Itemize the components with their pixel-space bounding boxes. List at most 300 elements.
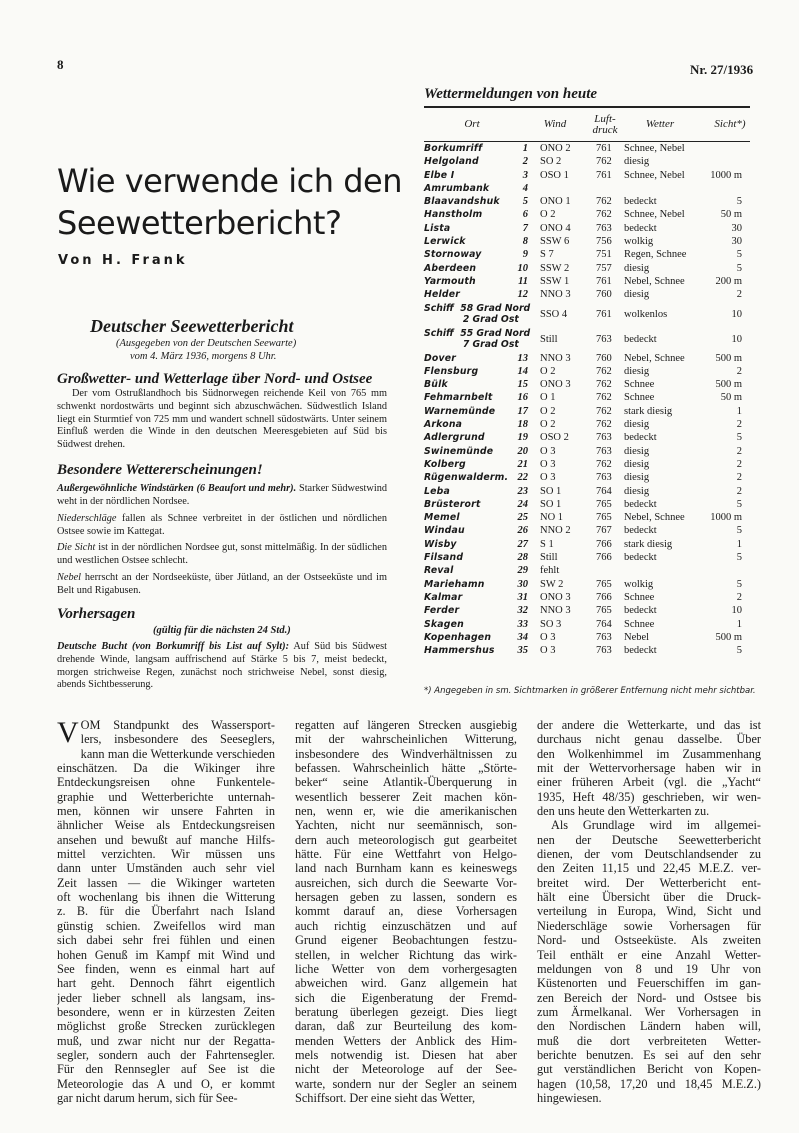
table-row	[424, 288, 754, 301]
seewetterbericht-subtitle: (Ausgegeben von der Deutschen Seewarte)	[116, 338, 297, 349]
weather-value: Nebel, Schnee	[624, 352, 685, 364]
weather-value: Schnee, Nebel	[624, 169, 685, 181]
text-line: Nord- und Ostseeküste. Als zweiten	[537, 933, 761, 948]
pressure-value: 762	[596, 419, 612, 431]
text-line: ausreichen, sich durch die Seewarte Vor-	[295, 875, 517, 890]
text-line: der andere die Wetterkarte, und das ist	[537, 718, 761, 732]
text-line: den Nordischen Ländern haben will,	[537, 1019, 761, 1034]
table-row	[424, 142, 754, 155]
text-line: sich die Eigenberatung der Fremd-	[295, 990, 517, 1005]
wind-value: OSO 2	[540, 432, 569, 444]
heading-grosswetter: Großwetter- und Wetterlage über Nord- und Ostsee	[57, 371, 373, 387]
text-line: hält eine Übersicht über die Druck-	[537, 890, 761, 905]
text-line: Schiffsort. Der eine sieht das Wetter,	[295, 1090, 476, 1105]
station-number: 1	[522, 143, 528, 154]
wind-value: ONO 1	[540, 196, 571, 208]
table-row	[424, 182, 754, 195]
grosswetter-text: Der vom Ostrußlandhoch bis Südnorwegen reichende Keil von 765 mm schwenkt nordostwärts und beginnt sich abzuschwächen. Südwestlich Island liegt ein Sturmtief von 725 mm und wandert schnell südostwärts. Unter seinem Einfluß werden die Winde in den deutschen Meeresgebieten auf Süd bis Südwest drehen.	[57, 388, 387, 451]
seewetterbericht-title: Deutscher Seewetterbericht	[90, 316, 294, 336]
text-line: hohen Genuß im Kampf mit Wind und	[57, 947, 275, 962]
text-line: einschätzen. Da die Wikinger ihre	[57, 761, 275, 776]
visibility-value: 1000 m	[710, 512, 742, 524]
bucht-text: Auf Süd bis Südwest drehende Winde, langsam auffrischend auf Stärke 5 bis 7, meist bedeckt, morgen strichweise Regen, zunächst noch strichweise Nebel, sonst diesig, abends Sichtbesserung.	[57, 641, 387, 691]
text-line: Zeit lassen — die Wikinger warteten	[57, 875, 275, 890]
wind-value: O 3	[540, 472, 556, 484]
table-row	[424, 578, 754, 591]
text-line: Meteorologie das A und O, er kommt	[57, 1076, 275, 1091]
station-number: 21	[517, 458, 528, 470]
visibility-value: 1	[736, 538, 742, 550]
pressure-value: 766	[596, 591, 612, 603]
text-line: hingewiesen.	[537, 1090, 602, 1105]
pressure-value: 764	[596, 485, 612, 497]
nebel-paragraph	[57, 572, 387, 598]
visibility-value: 1	[736, 405, 742, 417]
weather-value: diesig	[624, 419, 650, 431]
table-row	[424, 378, 754, 391]
weather-value: Schnee	[624, 618, 655, 630]
text-line: Teil enthält er eine Anzahl Wetter-	[537, 947, 761, 962]
station-number: 16	[517, 392, 528, 404]
vorhersagen-subtitle: (gültig für die nächsten 24 Std.)	[153, 625, 291, 636]
pressure-value: 766	[596, 538, 612, 550]
pressure-value: 765	[596, 498, 612, 510]
text-line: men, können wir unsere Fahrten in	[57, 804, 275, 819]
weather-value: bedeckt	[624, 552, 657, 564]
table-row	[424, 195, 754, 208]
weather-value: Nebel, Schnee	[624, 275, 685, 287]
table-row	[424, 511, 754, 524]
text-line: land nach Burnham kann es keineswegs	[295, 861, 517, 876]
article-title-line2: Seewetterbericht?	[57, 204, 342, 242]
weather-value: stark diesig	[624, 538, 673, 550]
weather-value: wolkig	[624, 578, 654, 590]
weather-table-title: Wettermeldungen von heute	[424, 86, 598, 102]
pressure-value: 767	[596, 525, 612, 537]
wind-value: Still	[540, 333, 558, 345]
table-row	[424, 391, 754, 404]
station-name: Schiff 55 Grad Nord 7 Grad Ost	[424, 327, 531, 351]
station-name: Leba	[424, 485, 450, 497]
visibility-value: 5	[736, 645, 742, 657]
nebel-text: herrscht an der Nordseeküste, über Jütland, an der Ostseeküste und im Belt und Rigabusen.	[57, 572, 388, 596]
station-number: 17	[517, 405, 528, 417]
station-number: 34	[517, 631, 528, 643]
text-line: See finden, wenn es einmal hart auf	[57, 961, 275, 976]
wind-value: NO 1	[540, 512, 564, 524]
page-number: 8	[57, 57, 64, 72]
text-line: OM Standpunkt des Wassersport-	[80, 718, 275, 732]
wind-value: O 3	[540, 445, 556, 457]
text-line: 1935, Heft 48/35) geschrieben, wir wen-	[537, 789, 761, 804]
station-name: Skagen	[424, 618, 464, 630]
station-number: 4	[522, 182, 528, 194]
station-number: 6	[522, 209, 528, 221]
text-line: hersagen geben zu lassen, sondern es	[295, 890, 517, 905]
visibility-value: 10	[731, 308, 742, 320]
table-row	[424, 327, 754, 352]
table-row	[424, 618, 754, 631]
pressure-value: 762	[596, 209, 612, 221]
pressure-value: 761	[596, 143, 612, 154]
article-author: Von H. Frank	[58, 253, 188, 268]
pressure-value: 762	[596, 379, 612, 391]
station-name: Elbe I	[424, 169, 455, 181]
station-name: Rügenwalderm.	[424, 472, 509, 484]
nebel-label: Nebel	[57, 572, 82, 583]
station-name: Hanstholm	[424, 209, 483, 221]
text-line: beratung überlegen gezeigt. Dies liegt	[295, 1004, 517, 1019]
wind-value: SSW 6	[540, 236, 570, 248]
visibility-value: 2	[736, 591, 742, 603]
station-number: 23	[517, 485, 528, 497]
station-number: 2	[522, 156, 528, 168]
weather-value: Schnee	[624, 379, 655, 391]
heading-vorhersagen: Vorhersagen	[57, 606, 136, 622]
table-row	[424, 248, 754, 261]
table-row	[424, 365, 754, 378]
station-number: 35	[517, 645, 528, 657]
station-name: Stornoway	[424, 249, 482, 261]
visibility-value: 2	[736, 289, 742, 301]
station-name: Arkona	[424, 419, 463, 431]
pressure-value: 764	[596, 618, 612, 630]
text-line: gar nicht darum herum, sich für See-	[57, 1090, 238, 1105]
text-line: nen, wenn er, wie die amerikanischen	[295, 804, 517, 819]
wind-value: SSW 2	[540, 262, 570, 274]
pressure-value: 763	[596, 432, 612, 444]
visibility-value: 50 m	[720, 392, 742, 404]
wind-value: NNO 2	[540, 525, 571, 537]
weather-value: bedeckt	[624, 196, 657, 208]
text-line: regatten auf längeren Strecken ausgiebig	[295, 718, 517, 732]
visibility-value: 5	[736, 552, 742, 564]
text-line: den Wolkenhimmel im Zusammenhang	[537, 746, 761, 761]
issue-number: Nr. 27/1936	[690, 62, 754, 77]
text-line: hart geht. Dennoch fährt eigentlich	[57, 976, 275, 991]
niederschlaege-text: fallen als Schnee verbreitet in der östlichen und nördlichen Ostsee sowie im Kattegat.	[57, 513, 387, 537]
text-line: nicht der Meteorologe auf der See-	[295, 1062, 517, 1077]
col-header-ort: Ort	[464, 118, 480, 130]
wind-text: Starker Südwestwind weht in der nördlichen Nordsee.	[57, 483, 387, 507]
table-row	[424, 169, 754, 182]
station-number: 12	[517, 289, 528, 301]
visibility-value: 5	[736, 498, 742, 510]
station-number: 25	[517, 512, 528, 524]
pressure-value: 765	[596, 605, 612, 617]
text-line: Niederschläge sowie Vorhersagen für	[537, 918, 761, 933]
station-name: Memel	[424, 512, 460, 524]
station-number: 5	[522, 196, 528, 208]
weather-value: diesig	[624, 289, 650, 301]
sicht-paragraph	[57, 542, 387, 568]
visibility-value: 1	[736, 618, 742, 630]
wind-value: SSW 1	[540, 275, 570, 287]
wind-value: SO 1	[540, 498, 562, 510]
visibility-value: 200 m	[715, 275, 742, 287]
visibility-value: 5	[736, 578, 742, 590]
text-line: den uns heute den Wetterkarten zu.	[537, 804, 710, 819]
weather-value: diesig	[624, 445, 650, 457]
station-number: 15	[517, 379, 528, 391]
station-name: Dover	[424, 352, 457, 364]
station-number: 29	[517, 565, 528, 577]
text-line: zen Bereich der Nord- und Ostsee bis	[537, 990, 761, 1005]
station-name: Warnemünde	[424, 405, 496, 417]
text-line: mels notwendig ist. Diesen hat aber	[295, 1047, 517, 1062]
col-header-luftdruck: Luft- druck	[592, 113, 618, 136]
station-name: Helgoland	[424, 156, 479, 168]
weather-value: bedeckt	[624, 222, 657, 234]
text-line: kommt darauf an, diese Vorhersagen	[295, 904, 517, 919]
pressure-value: 756	[596, 236, 612, 248]
text-line: einer früheren Arbeit (vgl. die „Yacht“	[537, 775, 761, 790]
table-row	[424, 631, 754, 644]
pressure-value: 765	[596, 512, 612, 524]
wind-value: OSO 1	[540, 169, 569, 181]
col-header-wetter: Wetter	[645, 118, 675, 130]
weather-value: bedeckt	[624, 645, 657, 657]
wind-value: O 2	[540, 365, 556, 377]
weather-value: bedeckt	[624, 498, 657, 510]
station-name: Fehmarnbelt	[424, 392, 493, 404]
table-row	[424, 564, 754, 577]
visibility-value: 500 m	[715, 631, 742, 643]
text-line: z. B. für die Überfahrt nach Island	[57, 904, 275, 919]
col-header-wind: Wind	[543, 118, 567, 130]
text-line: insbesondere des Windverhältnissen zu	[295, 746, 517, 761]
wind-value: O 3	[540, 631, 556, 643]
visibility-value: 500 m	[715, 379, 742, 391]
pressure-value: 762	[596, 392, 612, 404]
station-number: 11	[518, 275, 528, 287]
wind-value: ONO 4	[540, 222, 571, 234]
station-name: Ferder	[424, 605, 460, 617]
weather-value: bedeckt	[624, 525, 657, 537]
weather-value: wolkig	[624, 236, 654, 248]
table-row	[424, 235, 754, 248]
table-row	[424, 418, 754, 431]
text-line: Entdeckungsreisen ohne Funkentele-	[57, 775, 275, 790]
station-number: 9	[522, 249, 528, 261]
station-number: 14	[517, 365, 528, 377]
weather-value: stark diesig	[624, 405, 673, 417]
station-number: 8	[522, 236, 528, 248]
pressure-value: 763	[596, 222, 612, 234]
weather-value: diesig	[624, 262, 650, 274]
wind-label: Außergewöhnliche Windstärken (6 Beaufort und mehr).	[57, 483, 297, 494]
wind-value: O 2	[540, 419, 556, 431]
weather-value: Schnee	[624, 591, 655, 603]
table-row	[424, 302, 754, 327]
table-row	[424, 262, 754, 275]
text-line: nen der Deutsche Seewetterbericht	[537, 832, 761, 847]
text-line: sich dabei sehr frei fühlen und einen	[57, 933, 275, 948]
text-line: durchaus nicht genau dasselbe. Über	[537, 732, 761, 747]
pressure-value: 765	[596, 578, 612, 590]
station-number: 31	[517, 591, 528, 603]
station-name: Bülk	[424, 379, 448, 391]
station-number: 27	[517, 538, 528, 550]
wind-value: SW 2	[540, 578, 564, 590]
weather-value: bedeckt	[624, 432, 657, 444]
visibility-value: 5	[736, 432, 742, 444]
wind-value: fehlt	[540, 565, 560, 577]
text-line: ansehen und bewußt auf manche Hilfs-	[57, 832, 275, 847]
visibility-value: 2	[736, 485, 742, 497]
weather-value: wolkenlos	[624, 308, 668, 320]
station-name: Hammershus	[424, 645, 495, 657]
visibility-value: 2	[736, 365, 742, 377]
table-row	[424, 275, 754, 288]
text-line: liche Wetter von dem vorhergesagten	[295, 961, 517, 976]
pressure-value: 761	[596, 169, 612, 181]
station-name: Kolberg	[424, 458, 466, 470]
text-line: den Zeiten 11,15 und 22,45 M.E.Z. ver-	[537, 861, 761, 876]
col-header-sicht: Sicht*)	[714, 118, 746, 130]
station-number: 28	[517, 552, 528, 564]
station-number: 30	[517, 578, 528, 590]
visibility-value: 2	[736, 445, 742, 457]
text-line: Küstenorten und Feuerschiffen im gan-	[537, 976, 761, 991]
text-line: ähnlicher Weise als Entdeckungsreisen	[57, 818, 275, 833]
text-line: daran, daß zur Beurteilung des kom-	[295, 1019, 517, 1034]
text-line: Für den Rennsegler auf See ist die	[57, 1062, 275, 1077]
station-name: Lerwick	[424, 236, 466, 248]
visibility-value: 5	[736, 525, 742, 537]
article-column-1	[57, 718, 275, 1105]
wind-value: Still	[540, 552, 558, 564]
text-line: mit der wahrscheinlichen Witterung,	[295, 732, 517, 747]
article-column-3	[537, 718, 761, 1105]
wind-value: S 1	[540, 538, 554, 550]
text-line: zum Ärmelkanal. Wer Vorhersagen in	[537, 1004, 761, 1019]
text-line: verteilung in Europa, Wind, Sicht und	[537, 904, 761, 919]
wind-value: ONO 2	[540, 143, 571, 154]
table-row	[424, 471, 754, 484]
weather-value: Schnee, Nebel	[624, 143, 685, 154]
pressure-value: 757	[596, 262, 612, 274]
station-name: Kalmar	[424, 591, 463, 603]
weather-value: diesig	[624, 156, 650, 168]
text-line: besondere, wenn er in kürzesten Zeiten	[57, 1004, 275, 1019]
weather-value: Nebel	[624, 631, 650, 643]
article-title	[57, 160, 402, 244]
article-title-line1: Wie verwende ich den	[57, 162, 402, 200]
text-line: segler, sondern auch der Fahrtensegler.	[57, 1047, 275, 1062]
text-line: Als Grundlage wird im allgemei-	[551, 818, 761, 833]
visibility-value: 5	[736, 249, 742, 261]
visibility-value: 30	[731, 222, 742, 234]
text-line: dienen, der vom Deutschlandsender zu	[537, 847, 761, 862]
table-row	[424, 591, 754, 604]
text-line: jeder lieber schnell als langsam, ins-	[57, 990, 275, 1005]
visibility-value: 2	[736, 419, 742, 431]
station-name: Kopenhagen	[424, 631, 492, 643]
wind-value: SO 2	[540, 156, 562, 168]
wind-value: ONO 3	[540, 379, 571, 391]
weather-value: diesig	[624, 458, 650, 470]
visibility-value: 30	[731, 236, 742, 248]
wind-paragraph	[57, 483, 387, 509]
text-line: hagen (10,58, 17,20 und 18,45 M.E.Z.)	[537, 1076, 761, 1091]
pressure-value: 763	[596, 645, 612, 657]
weather-value: bedeckt	[624, 605, 657, 617]
wind-value: ONO 3	[540, 591, 571, 603]
table-row	[424, 644, 754, 657]
visibility-value: 2	[736, 472, 742, 484]
table-row	[424, 208, 754, 221]
station-number: 13	[517, 352, 528, 364]
wind-value: SO 1	[540, 485, 562, 497]
table-row	[424, 352, 754, 365]
bucht-paragraph	[57, 641, 387, 692]
sicht-text: ist in der nördlichen Nordsee gut, sonst mittelmäßig. In der südlichen und westlichen Ostsee schlecht.	[57, 542, 387, 566]
table-row	[424, 551, 754, 564]
wind-value: NNO 3	[540, 605, 571, 617]
station-name: Lista	[424, 222, 451, 234]
table-footnote: *) Angegeben in sm. Sichtmarken in größerer Entfernung nicht mehr sichtbar.	[424, 686, 756, 696]
table-row	[424, 538, 754, 551]
wind-value: SSO 4	[540, 308, 568, 320]
wind-value: O 1	[540, 392, 556, 404]
text-line: befassen. Wahrscheinlich hätte „Störte-	[295, 761, 517, 776]
station-number: 7	[522, 222, 528, 234]
text-line: Yachten, nicht nur seemännisch, son-	[295, 818, 517, 833]
drop-cap: V	[57, 716, 79, 749]
weather-value: diesig	[624, 365, 650, 377]
niederschlaege-paragraph	[57, 513, 387, 539]
pressure-value: 751	[596, 249, 612, 261]
station-name: Adlergrund	[424, 432, 485, 444]
table-row	[424, 604, 754, 617]
text-line: Grund eigener Beobachtungen festzu-	[295, 933, 517, 948]
text-line: dann unter Umständen auch sehr viel	[57, 861, 275, 876]
weather-value: Schnee, Nebel	[624, 209, 685, 221]
table-row	[424, 155, 754, 168]
visibility-value: 1000 m	[710, 169, 742, 181]
weather-value: bedeckt	[624, 333, 657, 345]
station-name: Mariehamn	[424, 578, 485, 590]
station-name: Amrumbank	[424, 182, 490, 194]
visibility-value: 500 m	[715, 352, 742, 364]
station-name: Filsand	[424, 552, 464, 564]
text-line: warte, sondern nur der Segler an seinem	[295, 1076, 517, 1091]
station-name: Schiff 58 Grad Nord 2 Grad Ost	[424, 302, 531, 326]
text-line: abweichen wird. Ganz allgemein hat	[295, 976, 517, 991]
text-line: möglichst große Strecken zurücklegen	[57, 1019, 275, 1034]
station-number: 3	[522, 169, 528, 181]
pressure-value: 763	[596, 445, 612, 457]
text-line: muß die dort verbreiteten Wetter-	[537, 1033, 761, 1048]
visibility-value: 10	[731, 605, 742, 617]
station-number: 20	[517, 445, 528, 457]
pressure-value: 763	[596, 472, 612, 484]
text-line: gut verständlichen Bericht von Kopen-	[537, 1062, 761, 1077]
station-name: Windau	[424, 525, 465, 537]
text-line: wesentlich besserer Zeit machen kön-	[295, 789, 517, 804]
table-top-rule	[424, 106, 750, 108]
text-line: graphie und Wetterberichte unternah-	[57, 789, 275, 804]
table-row	[424, 405, 754, 418]
pressure-value: 762	[596, 405, 612, 417]
pressure-value: 762	[596, 156, 612, 168]
pressure-value: 766	[596, 552, 612, 564]
table-row	[424, 431, 754, 444]
station-name: Flensburg	[424, 365, 479, 377]
station-number: 26	[517, 525, 528, 537]
pressure-value: 760	[596, 289, 612, 301]
